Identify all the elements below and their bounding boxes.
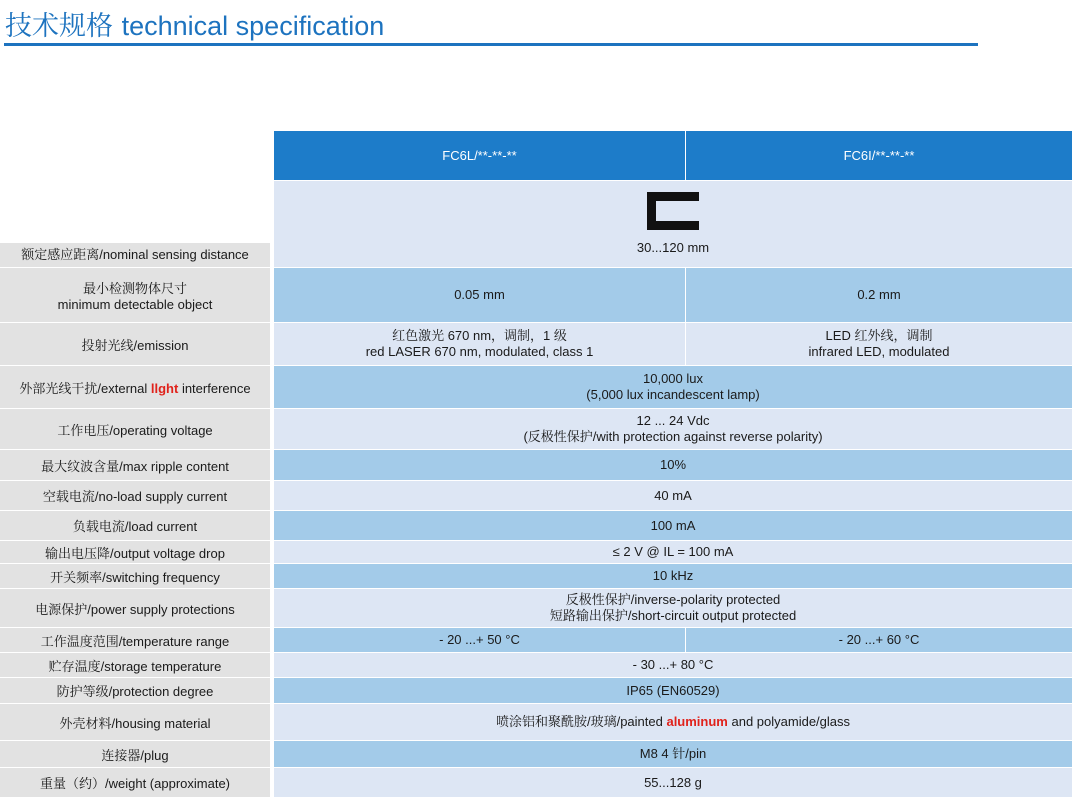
row-external-light (0, 366, 1072, 408)
value-line: infrared LED, modulated (808, 344, 950, 359)
value-text: and polyamide/glass (727, 714, 851, 729)
value-cell (274, 323, 1072, 365)
value-text: 30...120 mm (636, 240, 710, 255)
value-fc6l: - 20 ...+ 50 °C (274, 628, 686, 652)
value: 10% (659, 457, 687, 472)
value: 40 mA (654, 487, 692, 503)
row-storage-temperature (0, 653, 1072, 677)
row-label: 投射光线/emission (0, 323, 270, 365)
title-rule (4, 43, 978, 46)
value-text: 喷涂铝和聚酰胺/玻璃/painted (495, 714, 667, 729)
value-cell (274, 589, 1072, 627)
value-cell (274, 268, 1072, 322)
row-label: 贮存温度/storage temperature (0, 653, 270, 677)
row-label (0, 366, 270, 408)
value-line: 红色激光 670 nm，调制，1 级 (392, 328, 567, 343)
row-label: 连接器/plug (0, 741, 270, 767)
row-label: 额定感应距离/nominal sensing distance (0, 243, 270, 267)
value-cell (274, 653, 1072, 677)
value (274, 409, 1072, 449)
through-beam-icon (647, 192, 699, 230)
row-label (0, 268, 270, 322)
value: 10 kHz (652, 568, 694, 583)
table-header (274, 131, 1072, 180)
value-line: 反极性保护/inverse-polarity protected (565, 592, 781, 607)
label-text: interference (178, 380, 251, 396)
row-label: 防护等级/protection degree (0, 678, 270, 703)
row-emission (0, 323, 1072, 365)
row-housing-material (0, 704, 1072, 740)
header-model-fc6i: FC6I/**-**-** (843, 148, 915, 163)
value-cell (274, 181, 1072, 267)
row-label: 工作电压/operating voltage (0, 409, 270, 449)
row-label: 开关频率/switching frequency (0, 564, 270, 588)
title-cn: 技术规格 (5, 11, 113, 42)
row-label: 电源保护/power supply protections (0, 589, 270, 627)
row-label: 最大纹波含量/max ripple content (0, 450, 270, 480)
label-en: minimum detectable object (57, 296, 213, 312)
value-cell (274, 564, 1072, 588)
label-highlight: llght (150, 380, 179, 396)
row-label: 输出电压降/output voltage drop (0, 541, 270, 563)
value (274, 704, 1072, 740)
label-text: 外部光线干扰/external (19, 380, 151, 396)
label-cn: 最小检测物体尺寸 (82, 280, 187, 296)
value (274, 366, 1072, 408)
value: IP65 (EN60529) (626, 682, 720, 698)
value (274, 589, 1072, 627)
row-label: 空载电流/no-load supply current (0, 481, 270, 510)
row-no-load-current (0, 481, 1072, 510)
row-switching-frequency (0, 564, 1072, 588)
value: ≤ 2 V @ IL = 100 mA (612, 544, 734, 559)
value-fc6i: 0.2 mm (857, 287, 901, 302)
row-temperature-range (0, 628, 1072, 652)
value: M8 4 针/pin (639, 746, 707, 761)
value-line: (反极性保护/with protection against reverse polarity) (523, 429, 823, 444)
value: - 30 ...+ 80 °C (632, 657, 714, 672)
label-cell (0, 181, 270, 267)
row-voltage-drop (0, 541, 1072, 563)
row-ripple (0, 450, 1072, 480)
row-label: 工作温度范围/temperature range (0, 628, 270, 652)
row-label: 重量（约）/weight (approximate) (0, 768, 270, 797)
value-cell (274, 409, 1072, 449)
value-line: LED 红外线，调制 (825, 328, 933, 343)
title-en: technical specification (121, 11, 385, 41)
header-model-fc6l: FC6L/**-**-** (274, 131, 686, 180)
value-highlight: aluminum (666, 714, 728, 729)
value-cell (274, 704, 1072, 740)
value (274, 181, 1072, 267)
value-cell (274, 541, 1072, 563)
value-cell (274, 628, 1072, 652)
value-cell (274, 511, 1072, 540)
value-cell (274, 366, 1072, 408)
value-fc6i: - 20 ...+ 60 °C (838, 632, 920, 647)
value-cell (274, 450, 1072, 480)
row-weight (0, 768, 1072, 797)
page-title (5, 4, 384, 43)
value-cell (274, 768, 1072, 797)
value-line: (5,000 lux incandescent lamp) (586, 387, 760, 402)
row-label: 外壳材料/housing material (0, 704, 270, 740)
row-operating-voltage (0, 409, 1072, 449)
row-min-object (0, 268, 1072, 322)
value: 100 mA (650, 517, 696, 533)
row-power-protection (0, 589, 1072, 627)
row-plug (0, 741, 1072, 767)
value-cell (274, 678, 1072, 703)
value-fc6l (274, 323, 686, 365)
row-label: 负载电流/load current (0, 511, 270, 540)
value-cell (274, 741, 1072, 767)
value: 55...128 g (644, 774, 702, 790)
value-fc6i (686, 323, 1072, 365)
value-line: 12 ... 24 Vdc (636, 413, 710, 428)
value-line: 10,000 lux (643, 371, 703, 386)
value-fc6l: 0.05 mm (274, 268, 686, 322)
row-sensing-distance (0, 181, 1072, 267)
value-cell (274, 481, 1072, 510)
value-line: 短路输出保护/short-circuit output protected (549, 608, 797, 623)
value-line: red LASER 670 nm, modulated, class 1 (365, 344, 594, 359)
row-load-current (0, 511, 1072, 540)
row-protection-degree (0, 678, 1072, 703)
